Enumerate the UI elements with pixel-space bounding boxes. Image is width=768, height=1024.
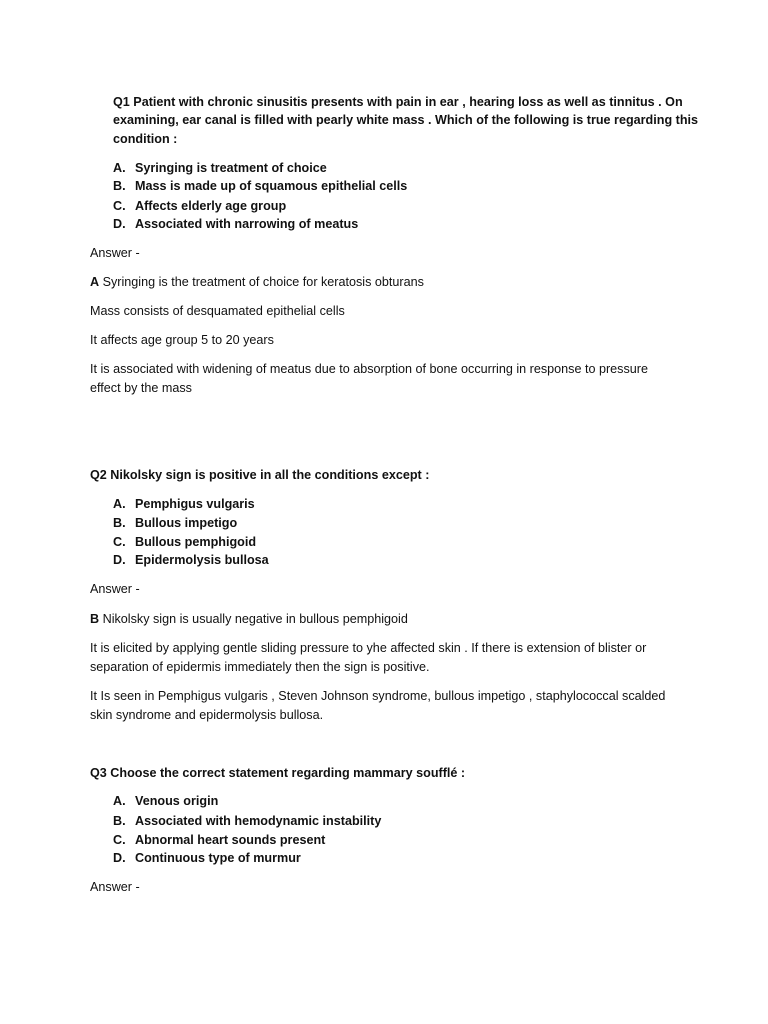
q2-option-c-letter: C. [113, 535, 126, 549]
q1-option-c-letter: C. [113, 199, 126, 213]
q3-option-b-letter: B. [113, 814, 126, 828]
q1-option-b-letter: B. [113, 179, 126, 193]
q3-option-a: Venous origin [135, 794, 219, 808]
q1-option-c: Affects elderly age group [135, 199, 287, 213]
q2-explanation-3: It Is seen in Pemphigus vulgaris , Steven Johnson syndrome, bullous impetigo , staphylococcal scalded [90, 689, 666, 703]
q1-explanation-2: It affects age group 5 to 20 years [90, 333, 274, 347]
q2-answer-letter: B [90, 612, 100, 626]
q1-option-d: Associated with narrowing of meatus [135, 217, 359, 231]
q1-answer-letter: A [90, 275, 100, 289]
q2-option-a-letter: A. [113, 497, 126, 511]
q3-answer-label: Answer - [90, 880, 140, 894]
q3-question: Q3 Choose the correct statement regarding mammary soufflé : [90, 766, 466, 780]
q3-option-c: Abnormal heart sounds present [135, 833, 326, 847]
q1-answer-line [90, 273, 424, 292]
q2-answer-text: Nikolsky sign is usually negative in bullous pemphigoid [99, 612, 408, 626]
q3-option-c-letter: C. [113, 833, 126, 847]
q2-answer-label: Answer - [90, 582, 140, 596]
q2-question: Q2 Nikolsky sign is positive in all the conditions except : [90, 468, 430, 482]
q1-explanation-1: Mass consists of desquamated epithelial cells [90, 304, 345, 318]
q1-explanation-3: It is associated with widening of meatus due to absorption of bone occurring in response to pressure [90, 362, 648, 376]
q1-option-b: Mass is made up of squamous epithelial cells [135, 179, 408, 193]
q2-option-c: Bullous pemphigoid [135, 535, 257, 549]
q1-answer-label: Answer - [90, 246, 140, 260]
q1-option-a: Syringing is treatment of choice [135, 161, 327, 175]
q2-explanation-1: It is elicited by applying gentle sliding pressure to yhe affected skin . If there is extension of blister or [90, 641, 647, 655]
q1-option-d-letter: D. [113, 217, 126, 231]
q3-option-d: Continuous type of murmur [135, 851, 301, 865]
q2-explanation-2: separation of epidermis immediately then the sign is positive. [90, 660, 430, 674]
q2-option-a: Pemphigus vulgaris [135, 497, 255, 511]
q2-explanation-4: skin syndrome and epidermolysis bullosa. [90, 708, 324, 722]
q3-option-d-letter: D. [113, 851, 126, 865]
q1-question-line-1: Q1 Patient with chronic sinusitis presents with pain in ear , hearing loss as well as tinnitus . On [113, 95, 683, 109]
q1-answer-text: Syringing is the treatment of choice for keratosis obturans [99, 275, 424, 289]
q2-option-b-letter: B. [113, 516, 126, 530]
q2-option-b: Bullous impetigo [135, 516, 238, 530]
q2-answer-line [90, 610, 408, 629]
q1-explanation-4: effect by the mass [90, 381, 192, 395]
q2-option-d: Epidermolysis bullosa [135, 553, 269, 567]
q3-option-a-letter: A. [113, 794, 126, 808]
q1-option-a-letter: A. [113, 161, 126, 175]
q1-question-line-3: condition : [113, 132, 178, 146]
q1-question-line-2: examining, ear canal is filled with pearly white mass . Which of the following is true regarding this [113, 113, 699, 127]
q3-option-b: Associated with hemodynamic instability [135, 814, 382, 828]
q2-option-d-letter: D. [113, 553, 126, 567]
